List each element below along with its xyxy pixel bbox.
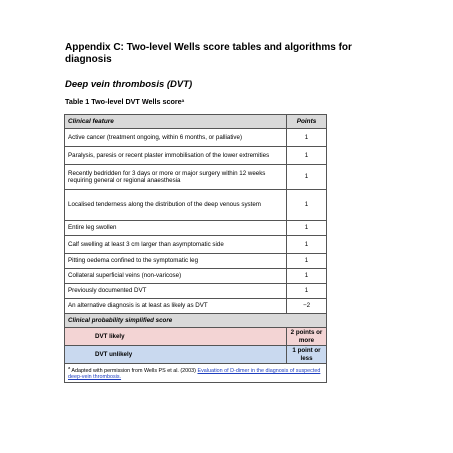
table-row — [65, 147, 327, 165]
dvt-unlikely-label: DVT unlikely — [65, 346, 287, 364]
points-cell: 1 — [287, 165, 327, 190]
footnote-text: Adapted with permission from Wells PS et al. (2003) — [70, 367, 198, 374]
appendix-heading: Appendix C: Two-level Wells score tables and algorithms for diagnosis — [65, 42, 352, 65]
points-cell: 1 — [287, 190, 327, 221]
feature-cell: Recently bedridden for 3 days or more or major surgery within 12 weeks requiring general or regional anaesthesia — [65, 165, 287, 190]
table-caption-footnote-mark: a — [181, 98, 185, 103]
feature-cell: Paralysis, paresis or recent plaster immobilisation of the lower extremities — [65, 147, 287, 165]
table-row — [65, 129, 327, 147]
table-row — [65, 236, 327, 254]
header-clinical-feature: Clinical feature — [65, 115, 287, 129]
feature-cell: Localised tenderness along the distribution of the deep venous system — [65, 190, 287, 221]
header-points: Points — [287, 115, 327, 129]
points-cell: 1 — [287, 284, 327, 299]
dvt-likely-row — [65, 328, 327, 346]
feature-cell: Collateral superficial veins (non-varicose) — [65, 269, 287, 284]
dvt-likely-points: 2 points or more — [287, 328, 327, 346]
table-row — [65, 284, 327, 299]
section-subheading: Deep vein thrombosis (DVT) — [65, 79, 193, 90]
feature-cell: Pitting oedema confined to the symptomatic leg — [65, 254, 287, 269]
footnote-row — [65, 364, 327, 383]
points-cell: 1 — [287, 221, 327, 236]
points-cell: 1 — [287, 254, 327, 269]
probability-header-row — [65, 314, 327, 328]
reference-link[interactable]: Evaluation of D-dimer in the diagnosis of suspected deep-vein thrombosis. — [68, 367, 321, 381]
table-caption-text: Table 1 Two-level DVT Wells score — [65, 97, 182, 106]
feature-cell: Active cancer (treatment ongoing, within 6 months, or palliative) — [65, 129, 287, 147]
feature-cell: Entire leg swollen — [65, 221, 287, 236]
table-row — [65, 254, 327, 269]
points-cell: −2 — [287, 299, 327, 314]
table-row — [65, 221, 327, 236]
dvt-unlikely-row — [65, 346, 327, 364]
points-cell: 1 — [287, 129, 327, 147]
feature-cell: Calf swelling at least 3 cm larger than asymptomatic side — [65, 236, 287, 254]
points-cell: 1 — [287, 236, 327, 254]
table-row — [65, 269, 327, 284]
footnote-mark: a — [68, 365, 71, 370]
feature-cell: An alternative diagnosis is at least as likely as DVT — [65, 299, 287, 314]
points-cell: 1 — [287, 147, 327, 165]
table-row — [65, 299, 327, 314]
points-cell: 1 — [287, 269, 327, 284]
feature-cell: Previously documented DVT — [65, 284, 287, 299]
wells-score-table — [64, 114, 327, 383]
probability-header: Clinical probability simplified score — [65, 314, 327, 328]
table-row — [65, 165, 327, 190]
table-caption — [65, 97, 184, 107]
table-header-row — [65, 115, 327, 129]
table-row — [65, 190, 327, 221]
table-footnote — [65, 364, 327, 383]
dvt-likely-label: DVT likely — [65, 328, 287, 346]
dvt-unlikely-points: 1 point or less — [287, 346, 327, 364]
